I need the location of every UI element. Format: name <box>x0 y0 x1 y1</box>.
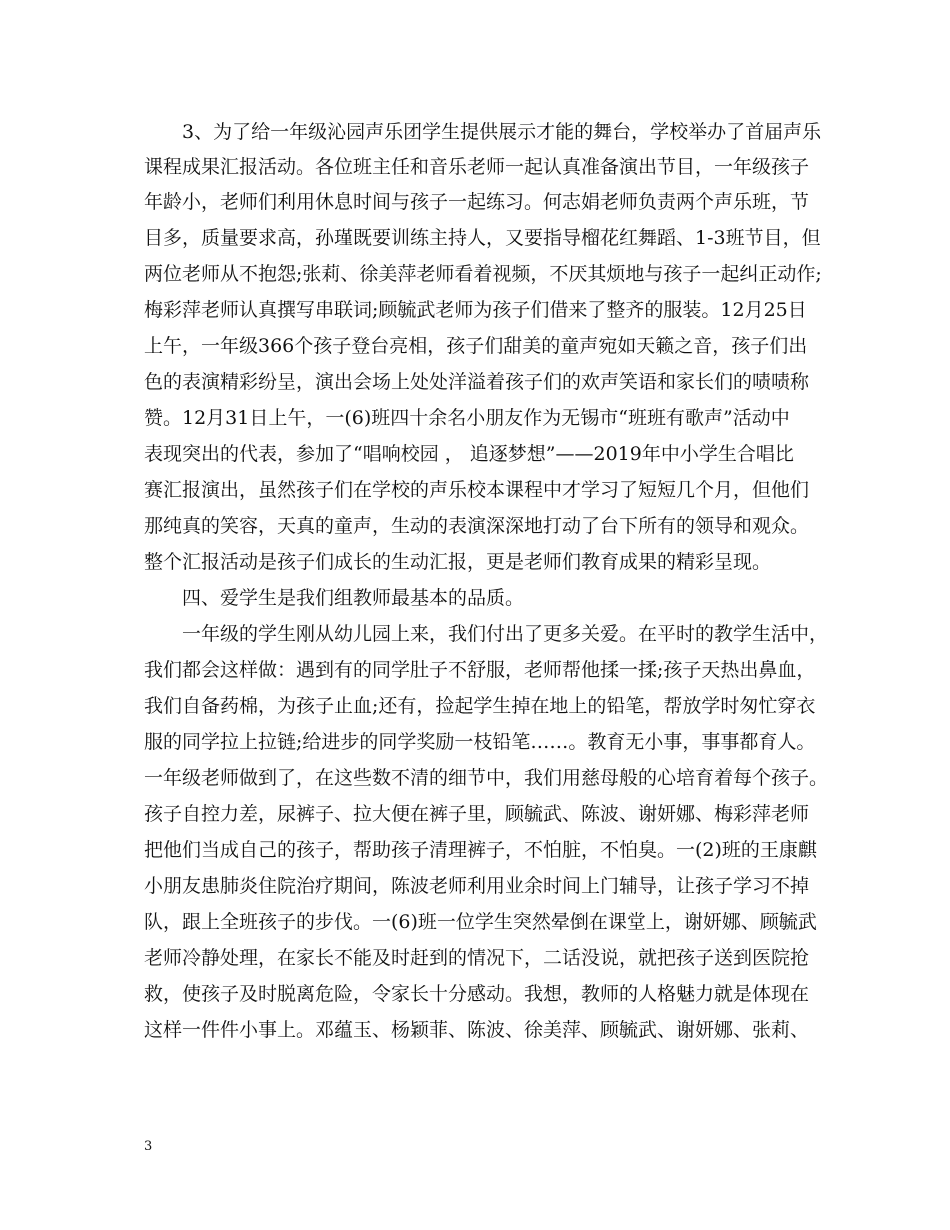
paragraph-line: 小朋友患肺炎住院治疗期间，陈波老师利用业余时间上门辅导，让孩子学习不掉 <box>144 875 810 897</box>
page-number: 3 <box>144 1139 153 1154</box>
paragraph-line: 一年级的学生刚从幼儿园上来，我们付出了更多关爱。在平时的教学生活中， <box>182 623 829 645</box>
paragraph-line: 色的表演精彩纷呈，演出会场上处处洋溢着孩子们的欢声笑语和家长们的啧啧称 <box>144 371 810 393</box>
paragraph-line: 年龄小，老师们利用休息时间与孩子一起练习。何志娟老师负责两个声乐班，节 <box>144 191 810 213</box>
paragraph-line: 上午，一年级366个孩子登台亮相，孩子们甜美的童声宛如天籁之音，孩子们出 <box>144 335 808 357</box>
paragraph-line: 老师冷静处理，在家长不能及时赶到的情况下，二话没说，就把孩子送到医院抢 <box>144 947 810 969</box>
paragraph-line: 3、为了给一年级沁园声乐团学生提供展示才能的舞台，学校举办了首届声乐 <box>182 121 822 143</box>
paragraph-line: 队，跟上全班孩子的步伐。一(6)班一位学生突然晕倒在课堂上，谢妍娜、顾毓武 <box>144 911 817 933</box>
paragraph-line: 孩子自控力差，尿裤子、拉大便在裤子里，顾毓武、陈波、谢妍娜、梅彩萍老师 <box>144 803 810 825</box>
paragraph-line: 服的同学拉上拉链;给进步的同学奖励一枝铅笔……。教育无小事，事事都育人。 <box>144 731 816 753</box>
paragraph-line: 我们自备药棉，为孩子止血;还有，捡起学生掉在地上的铅笔，帮放学时匆忙穿衣 <box>144 695 816 717</box>
paragraph-line: 赛汇报演出，虽然孩子们在学校的声乐校本课程中才学习了短短几个月，但他们 <box>144 479 810 501</box>
paragraph-line: 一年级老师做到了，在这些数不清的细节中，我们用慈母般的心培育着每个孩子。 <box>144 767 829 789</box>
paragraph-line: 把他们当成自己的孩子，帮助孩子清理裤子，不怕脏，不怕臭。一(2)班的王康麒 <box>144 839 817 861</box>
paragraph-line: 救，使孩子及时脱离危险，令家长十分感动。我想，教师的人格魅力就是体现在 <box>144 983 810 1005</box>
paragraph-line: 我们都会这样做：遇到有的同学肚子不舒服，老师帮他揉一揉;孩子天热出鼻血， <box>144 659 816 681</box>
paragraph-line: 那纯真的笑容，天真的童声，生动的表演深深地打动了台下所有的领导和观众。 <box>144 515 810 537</box>
paragraph-line: 目多，质量要求高，孙瑾既要训练主持人，又要指导榴花红舞蹈、1-3班节目，但 <box>144 227 821 249</box>
paragraph-line: 课程成果汇报活动。各位班主任和音乐老师一起认真准备演出节目，一年级孩子 <box>144 156 810 178</box>
paragraph-line: 梅彩萍老师认真撰写串联词;顾毓武老师为孩子们借来了整齐的服装。12月25日 <box>144 299 807 321</box>
paragraph-line: 表现突出的代表，参加了“唱响校园 ， 追逐梦想”——2019年中小学生合唱比 <box>144 443 794 465</box>
paragraph-line: 两位老师从不抱怨;张莉、徐美萍老师看着视频，不厌其烦地与孩子一起纠正动作; <box>144 263 822 285</box>
paragraph-line: 整个汇报活动是孩子们成长的生动汇报，更是老师们教育成果的精彩呈现。 <box>144 551 772 573</box>
section-heading: 四、爱学生是我们组教师最基本的品质。 <box>182 587 525 609</box>
paragraph-line: 赞。12月31日上午，一(6)班四十余名小朋友作为无锡市“班班有歌声”活动中 <box>144 407 790 429</box>
paragraph-line: 这样一件件小事上。邓蕴玉、杨颖菲、陈波、徐美萍、顾毓武、谢妍娜、张莉、 <box>144 1019 810 1041</box>
